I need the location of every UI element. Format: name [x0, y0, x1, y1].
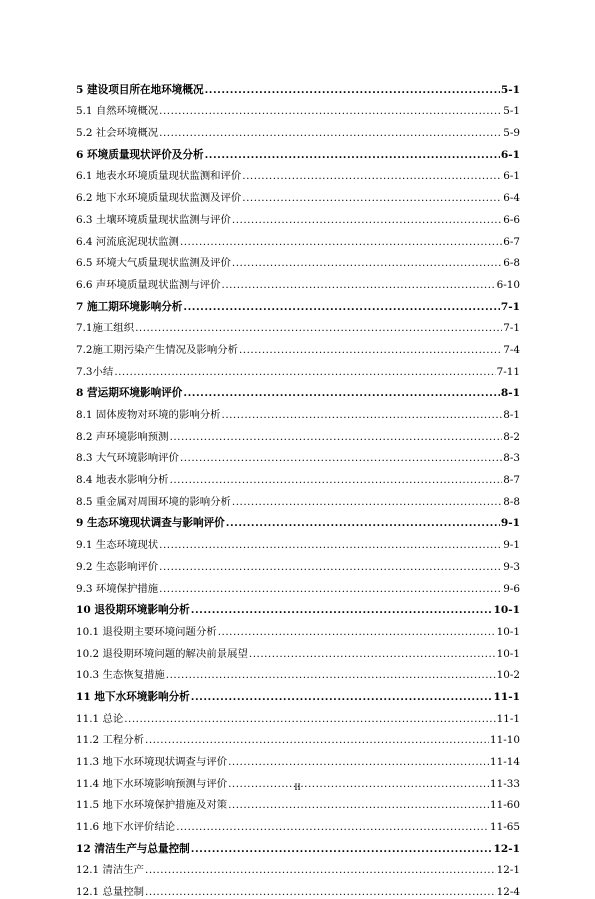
toc-entry-page: 10-1: [496, 647, 520, 660]
toc-section-entry[interactable]: [76, 97, 520, 119]
table-of-contents: [76, 75, 520, 899]
toc-entry-page: 5-9: [503, 127, 520, 140]
toc-leader-dots: [191, 690, 493, 704]
toc-section-entry[interactable]: [76, 335, 520, 357]
toc-entry-title: 11.2 工程分析: [76, 734, 145, 747]
toc-entry-page: 12-4: [496, 886, 520, 899]
toc-entry-page: 9-1: [503, 539, 520, 552]
toc-chapter-entry[interactable]: [76, 596, 520, 618]
toc-leader-dots: [170, 430, 503, 444]
toc-leader-dots: [232, 256, 502, 270]
toc-entry-page: 11-65: [490, 821, 520, 834]
toc-entry-title: 8.1 固体废物对环境的影响分析: [76, 409, 221, 421]
toc-entry-page: 11-33: [490, 777, 520, 790]
toc-entry-title: 12 清洁生产与总量控制: [76, 842, 190, 855]
toc-entry-page: 12-1: [496, 864, 520, 877]
toc-section-entry[interactable]: [76, 812, 520, 834]
toc-chapter-entry[interactable]: [76, 75, 520, 97]
toc-section-entry[interactable]: [76, 183, 520, 205]
toc-entry-title: 6.6 声环境质量现状监测与评价: [76, 278, 221, 291]
toc-entry-page: 11-60: [490, 799, 520, 812]
toc-section-entry[interactable]: [76, 270, 520, 292]
toc-section-entry[interactable]: [76, 444, 520, 466]
toc-entry-title: 7 施工期环境影响分析: [76, 300, 183, 313]
toc-leader-dots: [135, 321, 502, 335]
toc-leader-dots: [183, 300, 499, 314]
toc-entry-page: 8-1: [500, 387, 520, 400]
page-number: II: [294, 783, 301, 793]
toc-entry-title: 11.3 地下水环境现状调查与评价: [76, 756, 228, 768]
toc-leader-dots: [222, 278, 496, 292]
toc-entry-title: 6.2 地下水环境质量现状监测及评价: [76, 192, 242, 205]
toc-entry-title: 12.1 清洁生产: [76, 864, 145, 877]
toc-leader-dots: [180, 235, 502, 249]
toc-entry-page: 7-11: [496, 365, 520, 378]
toc-entry-page: 6-4: [503, 192, 520, 205]
toc-section-entry[interactable]: [76, 617, 520, 639]
toc-entry-title: 8.5 重金属对周围环境的影响分析: [76, 495, 231, 508]
toc-entry-page: 10-2: [496, 669, 520, 682]
toc-leader-dots: [145, 733, 489, 747]
toc-chapter-entry[interactable]: [76, 292, 520, 314]
toc-entry-page: 7-1: [500, 300, 520, 313]
toc-entry-title: 12.1 总量控制: [76, 886, 145, 899]
toc-entry-title: 11 地下水环境影响分析: [76, 690, 190, 703]
toc-entry-page: 8-8: [503, 495, 520, 508]
toc-entry-page: 10-1: [496, 625, 520, 638]
toc-entry-page: 7-4: [503, 343, 520, 356]
toc-chapter-entry[interactable]: [76, 509, 520, 531]
toc-leader-dots: [159, 538, 502, 552]
toc-section-entry[interactable]: [76, 704, 520, 726]
toc-section-entry[interactable]: [76, 791, 520, 813]
toc-entry-title: 11.6 地下水评价结论: [76, 821, 176, 834]
toc-section-entry[interactable]: [76, 227, 520, 249]
toc-entry-title: 10.2 退役期环境问题的解决前景展望: [76, 647, 248, 660]
toc-entry-page: 8-7: [503, 474, 520, 487]
toc-leader-dots: [166, 668, 496, 682]
toc-section-entry[interactable]: [76, 162, 520, 184]
toc-entry-title: 6.1 地表水环境质量现状监测和评价: [76, 170, 242, 183]
toc-entry-title: 5.1 自然环境概况: [76, 105, 159, 118]
toc-leader-dots: [232, 213, 502, 227]
toc-section-entry[interactable]: [76, 205, 520, 227]
toc-leader-dots: [232, 495, 502, 509]
toc-entry-title: 11.4 地下水环境影响预测与评价: [76, 777, 228, 790]
toc-entry-title: 11.1 总论: [76, 712, 124, 725]
toc-entry-title: 6.4 河流底泥现状监测: [76, 235, 179, 248]
toc-entry-title: 6.3 土壤环境质量现状监测与评价: [76, 213, 231, 226]
toc-entry-page: 9-3: [503, 560, 520, 573]
toc-entry-title: 8.4 地表水影响分析: [76, 474, 169, 487]
toc-leader-dots: [249, 647, 496, 661]
toc-entry-title: 9.1 生态环境现状: [76, 539, 159, 552]
toc-chapter-entry[interactable]: [76, 379, 520, 401]
toc-leader-dots: [191, 603, 493, 617]
toc-entry-title: 9.2 生态影响评价: [76, 560, 159, 573]
toc-entry-title: 5 建设项目所在地环境概况: [76, 83, 204, 96]
toc-section-entry[interactable]: [76, 877, 520, 899]
toc-section-entry[interactable]: [76, 422, 520, 444]
toc-leader-dots: [222, 408, 503, 422]
toc-leader-dots: [180, 451, 502, 465]
toc-section-entry[interactable]: [76, 314, 520, 336]
toc-entry-title: 7.3小结: [76, 365, 114, 378]
toc-entry-page: 12-1: [493, 842, 520, 855]
toc-chapter-entry[interactable]: [76, 682, 520, 704]
toc-entry-page: 10-1: [493, 604, 520, 617]
toc-entry-title: 6.5 环境大气质量现状监测及评价: [76, 257, 231, 270]
toc-section-entry[interactable]: [76, 726, 520, 748]
toc-entry-page: 6-7: [503, 235, 520, 248]
toc-entry-page: 11-14: [490, 756, 520, 768]
toc-leader-dots: [124, 712, 495, 726]
toc-leader-dots: [191, 842, 493, 856]
toc-entry-title: 9.3 环境保护措施: [76, 582, 159, 595]
toc-leader-dots: [228, 755, 489, 769]
toc-section-entry[interactable]: [76, 574, 520, 596]
toc-section-entry[interactable]: [76, 465, 520, 487]
toc-entry-page: 11-1: [493, 690, 520, 703]
toc-leader-dots: [183, 386, 499, 400]
toc-section-entry[interactable]: [76, 552, 520, 574]
toc-section-entry[interactable]: [76, 639, 520, 661]
toc-entry-page: 6-1: [503, 170, 520, 183]
toc-entry-page: 9-1: [500, 517, 520, 530]
toc-entry-title: 10 退役期环境影响分析: [76, 604, 190, 617]
toc-leader-dots: [145, 885, 496, 899]
toc-leader-dots: [205, 83, 500, 97]
toc-section-entry[interactable]: [76, 487, 520, 509]
toc-entry-title: 7.1施工组织: [76, 322, 135, 335]
toc-entry-title: 8.3 大气环境影响评价: [76, 452, 179, 465]
toc-leader-dots: [145, 863, 496, 877]
toc-section-entry[interactable]: [76, 856, 520, 878]
toc-section-entry[interactable]: [76, 747, 520, 769]
toc-entry-title: 6 环境质量现状评价及分析: [76, 148, 204, 161]
toc-entry-page: 8-3: [503, 452, 520, 465]
toc-leader-dots: [159, 560, 502, 574]
toc-entry-page: 11-1: [496, 712, 520, 725]
toc-entry-title: 8.2 声环境影响预测: [76, 430, 169, 443]
toc-leader-dots: [176, 820, 489, 834]
toc-leader-dots: [228, 798, 489, 812]
toc-leader-dots: [226, 516, 500, 530]
toc-section-entry[interactable]: [76, 530, 520, 552]
toc-entry-page: 5-1: [500, 83, 520, 96]
toc-entry-title: 5.2 社会环境概况: [76, 127, 159, 140]
toc-chapter-entry[interactable]: [76, 834, 520, 856]
toc-entry-title: 9 生态环境现状调查与影响评价: [76, 517, 225, 530]
toc-leader-dots: [242, 191, 502, 205]
toc-entry-title: 11.5 地下水环境保护措施及对策: [76, 799, 228, 812]
toc-entry-page: 8-2: [503, 430, 520, 443]
toc-leader-dots: [239, 343, 502, 357]
toc-leader-dots: [114, 365, 495, 379]
toc-chapter-entry[interactable]: [76, 140, 520, 162]
toc-section-entry[interactable]: [76, 118, 520, 140]
toc-entry-page: 6-6: [503, 213, 520, 226]
toc-leader-dots: [218, 625, 496, 639]
toc-leader-dots: [159, 126, 502, 140]
toc-section-entry[interactable]: [76, 400, 520, 422]
toc-entry-title: 10.3 生态恢复措施: [76, 669, 165, 682]
toc-entry-page: 6-10: [496, 278, 520, 291]
toc-entry-page: 6-1: [500, 148, 520, 161]
toc-entry-title: 8 营运期环境影响评价: [76, 387, 183, 400]
toc-entry-page: 7-1: [503, 322, 520, 335]
toc-entry-title: 10.1 退役期主要环境问题分析: [76, 625, 217, 638]
toc-leader-dots: [159, 582, 502, 596]
toc-section-entry[interactable]: [76, 357, 520, 379]
toc-entry-title: 7.2施工期污染产生情况及影响分析: [76, 343, 238, 356]
toc-leader-dots: [170, 473, 503, 487]
toc-leader-dots: [242, 169, 502, 183]
toc-entry-page: 11-10: [490, 734, 520, 747]
toc-entry-page: 6-8: [503, 257, 520, 270]
toc-leader-dots: [205, 148, 500, 162]
toc-section-entry[interactable]: [76, 661, 520, 683]
toc-entry-page: 9-6: [503, 582, 520, 595]
toc-section-entry[interactable]: [76, 249, 520, 271]
toc-entry-page: 8-1: [503, 409, 520, 421]
toc-entry-page: 5-1: [503, 105, 520, 118]
toc-leader-dots: [159, 104, 502, 118]
